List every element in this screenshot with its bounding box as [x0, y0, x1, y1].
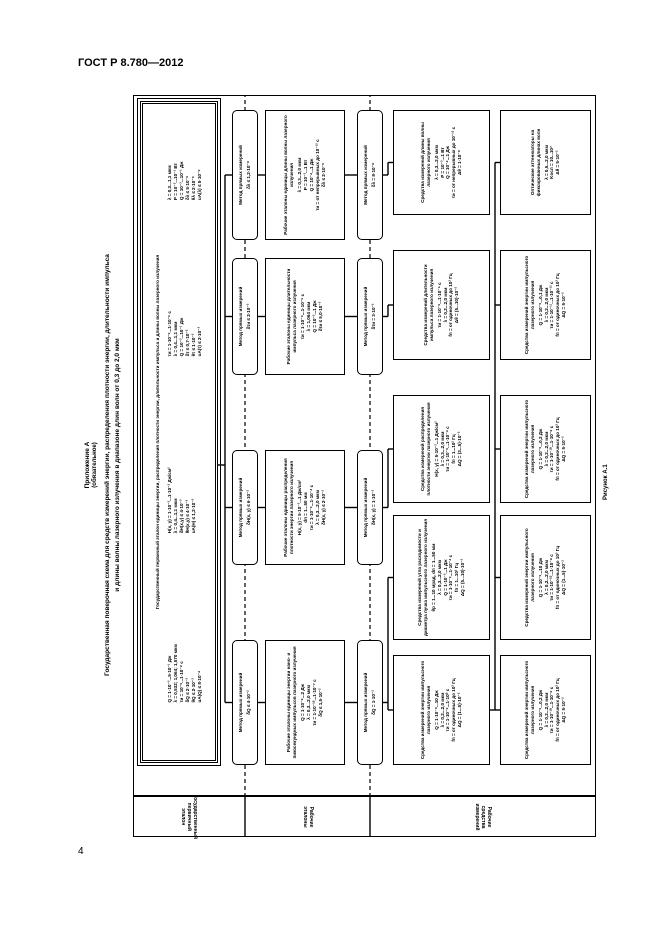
box-parameter: δH(x, y) = 1·10⁻²	[371, 489, 376, 526]
box-heading: Средства измерений энергии импульсного лазерного излучения	[523, 255, 535, 355]
box-parameter: ΔQ = (3...5)·10⁻²	[457, 431, 463, 467]
box-heading: Метод прямых измерений	[363, 145, 369, 205]
box-parameter: fп = 1...10² Гц	[454, 562, 460, 593]
primary-parameter: δH(x,y) ≤ 4·10⁻³	[179, 499, 185, 534]
box-parameter: λ = 0,3...2,0 мкм	[439, 431, 445, 467]
primary-parameter: δQ ≤ 2·10⁻³	[184, 677, 190, 703]
primary-parameter-column	[167, 644, 203, 702]
box-parameter: δQ ≤ 4·10⁻²	[246, 690, 251, 715]
box-parameter: λ = 0,3...2,0 мкм	[433, 145, 439, 180]
working-standard-box	[265, 450, 345, 565]
box-parameter: ΔQ = (1...5)·10⁻²	[561, 560, 567, 595]
box-heading: Метод прямых измерений	[238, 477, 244, 538]
page-number: 4	[78, 846, 84, 857]
box-parameter: τи = 1·10⁻⁹...1·10⁻⁴ с	[445, 426, 451, 472]
primary-parameter: P = 10⁻³...10⁻¹ Вт	[173, 163, 179, 201]
box-parameter: τи = 1·10⁻⁹...1·10⁻⁴ с	[308, 484, 314, 531]
primary-parameter: uA(λ) ≤ 5·10⁻⁹	[196, 169, 202, 201]
row-label-text: Рабочие эталоны	[301, 806, 314, 828]
primary-standard-parameters	[167, 106, 203, 758]
appendix-label: Приложение А	[84, 441, 91, 489]
box-parameter: δλ ≤ 1,2·10⁻⁸	[246, 160, 251, 190]
box-heading: Оптические аттенюаторы на фиксированных длинах волн	[529, 128, 541, 197]
appendix-status: (обязательное)	[92, 442, 98, 488]
box-heading: Метод прямых измерений	[238, 286, 244, 347]
box-parameter: Δθ = (5...10)·10⁻²	[454, 286, 460, 324]
box-heading: Средства измерений энергии импульсного лазерного излучения	[523, 660, 535, 760]
row-label-text: Рабочие средства измерений	[474, 803, 492, 831]
box-parameter: τи = 1·10⁻¹⁰...1·10⁻⁸ с	[549, 554, 555, 601]
instrument-box	[500, 250, 591, 360]
primary-parameter-column	[167, 467, 203, 533]
primary-parameter: λ = 0,3...1,1 мкм	[167, 165, 173, 201]
primary-parameter: θQ ≤ 2·10⁻³	[190, 678, 196, 703]
primary-parameter: τи = 10⁻⁹...1·10⁻⁸ с	[179, 661, 185, 703]
box-parameter: fп = от одиночных до 10³ Гц	[448, 273, 454, 337]
primary-parameter: uA(H) ≤ 1,2·10⁻³	[190, 498, 196, 534]
box-parameter: λ = 0,2...2,0 мкм	[543, 287, 549, 323]
box-parameter: δQ ≤ 1,5·10⁻²	[317, 688, 323, 717]
box-parameter: δλ ≤ 2·10⁻⁹	[320, 162, 326, 188]
box-parameter: δτи = 3·10⁻²	[371, 303, 376, 330]
primary-parameter: Q = 10⁻³...10⁻¹ Дж	[179, 161, 185, 201]
box-parameter: τи = 1·10⁻⁹...1·10⁰ с	[445, 688, 451, 732]
instrument-box	[393, 655, 490, 765]
primary-standard-heading: Государственный первичный эталон единицы энергии, распределения плотности энергии, длительности импульса и длины волны лазерного излучения	[155, 254, 161, 610]
box-heading: Рабочие эталоны единицы энергии нано- и пикосекундных импульсов лазерного излучения	[286, 646, 298, 759]
box-parameter: λ = 0,3...2,0 мкм	[297, 157, 303, 193]
primary-parameter: λ = 0,4...1,1 мкм	[173, 321, 179, 357]
box-parameter: Kосл = 10...10⁷	[549, 146, 555, 179]
box-parameter: Q = 10⁻⁴...1 Дж	[445, 146, 451, 179]
instrument-box	[500, 395, 591, 503]
box-heading: Средства измерений угла расходимости и диаметра пучка импульсного лазерного излучения	[416, 518, 428, 637]
box-parameter: τи = от непрерывных до 10⁻¹² с	[451, 126, 457, 199]
primary-standard-box	[140, 101, 218, 763]
box-parameter: Q = 1·10⁻⁹...10 Дж	[433, 690, 439, 730]
box-parameter: ΔQ = 5·10⁻²	[561, 436, 567, 462]
primary-parameter: θH(x,y) ≤ 4·10⁻³	[184, 499, 190, 534]
working-standard-box	[265, 110, 345, 240]
primary-parameter: θλ ≤ 2·10⁻⁹	[190, 176, 196, 201]
primary-parameter: λ = 0,532; 1,064; 1,570 мкм	[173, 644, 179, 703]
box-parameter: ΔQ = 5·10⁻²	[561, 292, 567, 318]
box-parameter: Q = 1·10⁻⁹...0,2 Дж	[537, 689, 543, 731]
instrument-box	[500, 110, 591, 215]
instrument-box	[393, 250, 490, 360]
box-parameter: Q = 1·10⁻⁹...0,2 Дж	[537, 428, 543, 470]
box-parameter: δτи ≤ 5,0·10⁻³	[317, 301, 323, 332]
box-parameter: τи = 1·10⁻¹¹...1·10⁻¹² с	[549, 281, 555, 329]
box-parameter: τи = от непрерывных до 10⁻¹² с	[314, 139, 320, 211]
box-parameter: δH(x, y) ≤ 6·10⁻²	[246, 489, 251, 526]
instrument-box	[500, 655, 591, 765]
primary-parameter: Q = 10⁻³...10⁻¹ Дж	[179, 317, 185, 357]
primary-parameter: δλ ≤ 5·10⁻⁹	[184, 175, 190, 201]
box-heading: Метод прямых измерений	[238, 145, 244, 205]
box-parameter: θр = 1...10 мрад, dп = 1...50 мм	[430, 543, 436, 612]
box-parameter: λ = 0,3...2,0 мкм	[306, 685, 311, 720]
box-parameter: ΔQ = 5·10⁻²	[561, 697, 567, 723]
box-parameter: fп = от одиночных до 10³ Гц	[555, 678, 561, 742]
method-box	[357, 450, 383, 565]
box-heading: Средства измерений длины волны лазерного излучения	[419, 122, 431, 203]
box-heading: Метод прямых измерений	[363, 477, 369, 538]
box-heading: Метод прямых измерений	[238, 672, 244, 733]
box-parameter: τи = 1·10⁻¹⁰...1·10⁻⁸ с	[549, 686, 555, 734]
box-heading: Метод прямых измерений	[363, 286, 369, 347]
primary-parameter: λ = 0,4...1,1 мкм	[173, 498, 179, 534]
box-parameter: λ = 0,2...2,0 мкм	[543, 692, 549, 728]
box-parameter: Q = 1·10⁻⁹...10 Дж	[537, 557, 543, 598]
box-parameter: δλ = 8·10⁻⁸	[371, 162, 376, 188]
box-parameter: P = 10⁻³...1 Вт	[439, 147, 445, 178]
box-heading: Метод прямых измерений	[363, 672, 369, 733]
box-parameter: Q = 1·10⁻³...1 Дж	[442, 559, 448, 596]
method-box	[232, 110, 258, 240]
primary-parameter: θτ ≤ 1·10⁻²	[190, 333, 196, 357]
box-parameter: H(x, y) = 5·10⁻³...1 Дж/см²	[433, 421, 439, 477]
primary-parameter: uA(τ) ≤ 2·10⁻³	[196, 326, 202, 357]
primary-parameter: H(x, y) = 1·10⁻³...1·10⁻² Дж/см²	[167, 467, 173, 534]
box-parameter: λ = 0,5...2,0 мкм	[543, 145, 549, 180]
primary-parameter-column	[167, 161, 203, 200]
figure-title-line1: Государственная поверочная схема для средств измерений энергии, распределения плотности энергии, длительности импульса	[104, 254, 111, 676]
box-parameter: fп = от одиночных до 10³ Гц	[555, 273, 561, 337]
box-parameter: τи = 1·10⁻⁹...1·10⁻⁶ с	[436, 282, 442, 328]
method-box	[232, 450, 258, 565]
working-standard-box	[265, 258, 345, 375]
box-parameter: Δθ = 1·10⁻⁸	[457, 150, 463, 175]
box-parameter: fп = от одиночных до 10³ Гц	[451, 678, 457, 742]
box-heading: Рабочие эталоны единицы распределения плотности энергии лазерного излучения	[283, 458, 295, 557]
figure-caption: Рисунок А.1	[603, 464, 609, 500]
primary-parameter: uA(Q) ≤ 8·10⁻⁴	[196, 670, 202, 703]
figure-title-line2: и длины волны лазерного излучения в диапазоне длин волн от 0,3 до 2,0 мкм	[114, 338, 121, 592]
instrument-box	[393, 395, 490, 503]
box-parameter: fп = от одиночных до 10³ Гц	[555, 417, 561, 481]
box-parameter: λ = 0,3...2,0 мкм	[436, 560, 442, 595]
box-heading: Средства измерений распределения плотности энергии лазерного излучения	[419, 402, 431, 496]
box-parameter: fп = 1...10² Гц	[451, 434, 457, 464]
box-parameter: δτи ≤ 2·10⁻²	[246, 303, 251, 330]
box-parameter: τи = 1·10⁻¹⁰...1·10⁻⁷ с	[311, 679, 317, 726]
box-heading: Средства измерений длительности импульса лазерного излучения	[422, 264, 434, 346]
box-parameter: Q = 1·10⁻⁸...2 Дж	[300, 684, 306, 721]
box-heading: Средства измерений энергии импульсного лазерного излучения	[523, 399, 535, 499]
box-parameter: Q = 10⁻⁴...1 Дж	[308, 158, 314, 192]
box-parameter: ΔQ = (1...5)·10⁻²	[457, 692, 463, 728]
box-parameter: δQ = 1·10⁻²	[371, 690, 376, 715]
method-box	[357, 640, 383, 765]
box-parameter: λ = 0,3...2,0 мкм	[314, 490, 320, 525]
primary-parameter: δτ ≤ 0,7·10⁻²	[184, 329, 190, 357]
instrument-box	[500, 515, 591, 640]
box-parameter: δH(x, y) ≤ 2·10⁻²	[320, 489, 326, 526]
method-box	[357, 110, 383, 240]
box-heading: Средства измерений энергии импульсного лазерного излучения	[419, 660, 431, 760]
box-parameter: λ = 0,2...2,0 мкм	[543, 560, 549, 595]
box-parameter: P = 10⁻³...1 Вт	[303, 159, 309, 191]
box-parameter: Δθ = 5·10⁻²	[555, 150, 561, 175]
box-parameter: τи = 1·10⁻¹⁰...1·10⁻⁸ с	[549, 425, 555, 473]
box-parameter: dп = 1...50 мм	[303, 492, 309, 523]
box-parameter: λ = 1,064 мкм	[306, 301, 311, 332]
working-standard-box	[265, 640, 345, 765]
primary-parameter: τи = 1·10⁻⁹...1·10⁻⁶ с	[167, 311, 173, 357]
row-label-text: Государственный первичный эталон	[180, 794, 198, 840]
box-parameter: λ = 0,2...2,0 мкм	[439, 692, 445, 728]
box-heading: Средства измерений энергии импульсного лазерного излучения	[523, 528, 535, 627]
box-parameter: τи = 1·10⁻⁹...1·10⁻⁶ с	[300, 293, 306, 340]
primary-parameter-column	[167, 311, 203, 356]
box-parameter: ΔQ = (5...10)·10⁻²	[460, 558, 466, 597]
method-box	[232, 258, 258, 375]
primary-parameter: Q = 1·10⁻³...5·10⁻¹ Дж	[167, 655, 173, 703]
method-box	[357, 258, 383, 375]
box-heading: Рабочие эталоны единицы длительности импульса лазерного излучения	[286, 268, 298, 365]
instrument-box	[393, 515, 490, 640]
box-parameter: fп = от одиночных до 10³ Гц	[555, 545, 561, 610]
instrument-box	[393, 110, 490, 215]
document-header: ГОСТ Р 8.780—2012	[78, 57, 184, 69]
box-parameter: Q = 10⁻³...1 Дж	[311, 300, 317, 333]
box-parameter: τи = 1·10⁻⁹...1·10⁻⁴ с	[448, 554, 454, 601]
box-parameter: Q = 1·10⁻⁹...0,1 Дж	[537, 284, 543, 326]
box-parameter: H(x, y) = 5·10⁻³...1 Дж/см²	[297, 479, 303, 536]
verification-scheme-figure	[80, 65, 620, 845]
method-box	[232, 640, 258, 765]
box-heading: Рабочие эталоны единицы длины волны лазерного излучения	[283, 115, 295, 235]
box-parameter: λ = 0,2...2,0 мкм	[543, 431, 549, 467]
box-parameter: λ = 0,2...2,0 мкм	[442, 287, 448, 323]
